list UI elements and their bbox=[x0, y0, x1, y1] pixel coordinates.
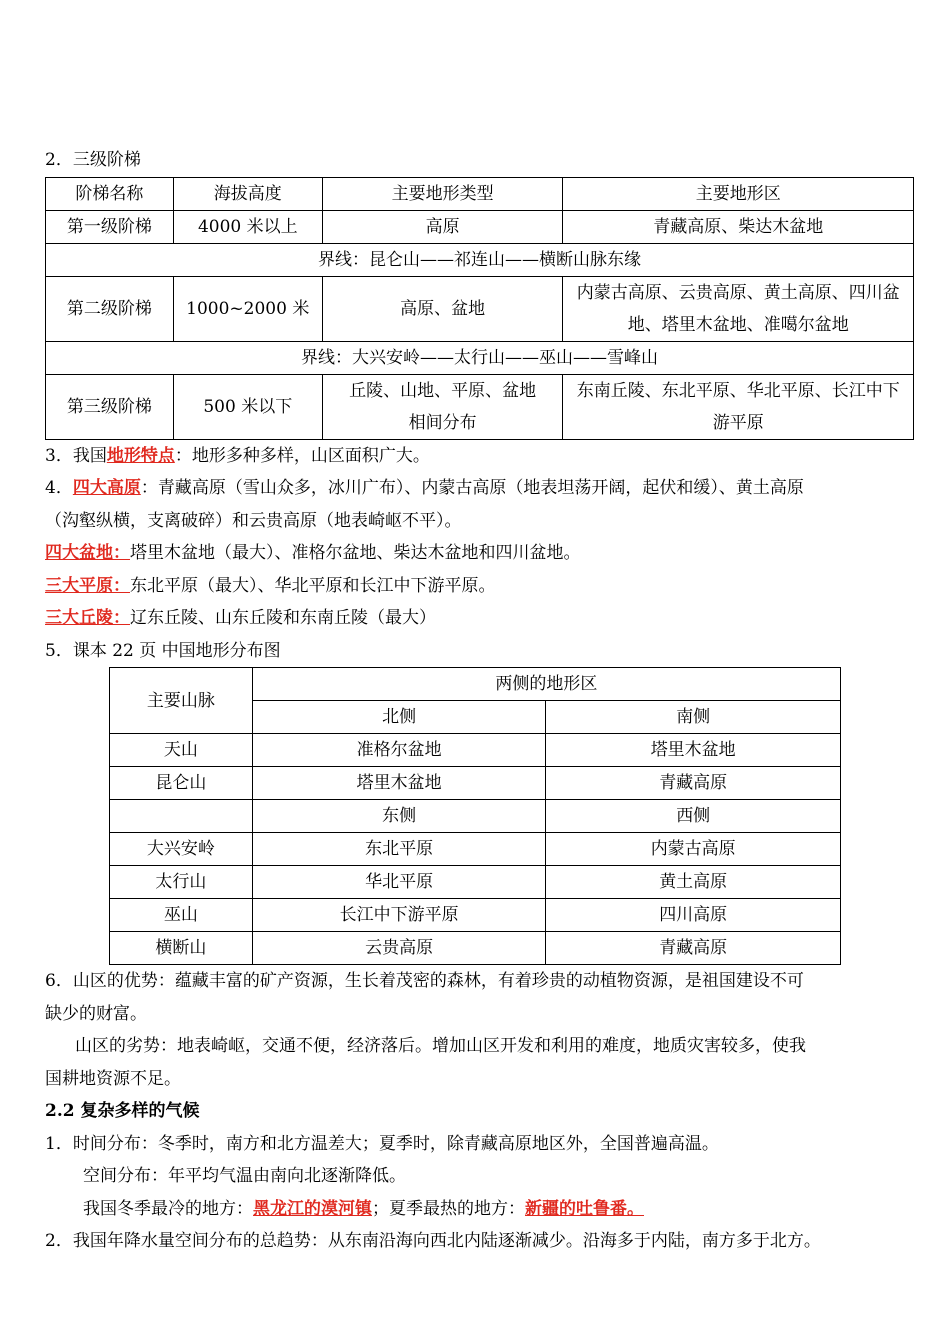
mountains-table bbox=[109, 667, 841, 965]
highlight-keyword: 新疆的吐鲁番。 bbox=[525, 1198, 644, 1219]
highlight-keyword: 黑龙江的漠河镇 bbox=[253, 1198, 372, 1219]
table-cell: 太行山 bbox=[110, 866, 253, 899]
header-cell: 主要地形类型 bbox=[322, 177, 563, 210]
table-cell: 昆仑山 bbox=[110, 767, 253, 800]
table-cell: 准格尔盆地 bbox=[252, 734, 546, 767]
table-cell: 青藏高原、柴达木盆地 bbox=[563, 210, 914, 243]
table-row bbox=[110, 800, 841, 833]
header-cell: 西侧 bbox=[546, 800, 841, 833]
table-row bbox=[110, 767, 841, 800]
table-row bbox=[110, 833, 841, 866]
table-cell: 第二级阶梯 bbox=[46, 276, 174, 341]
table-cell: 1000~2000 米 bbox=[173, 276, 322, 341]
table-header-row bbox=[46, 177, 914, 210]
boundary-row bbox=[46, 243, 914, 276]
section-heading-three-steps: 2．三级阶梯 bbox=[45, 150, 141, 170]
table-cell: 4000 米以上 bbox=[173, 210, 322, 243]
table-cell: 四川高原 bbox=[546, 899, 841, 932]
table-row bbox=[46, 210, 914, 243]
table-row bbox=[46, 276, 914, 341]
table-cell: 青藏高原 bbox=[546, 767, 841, 800]
table-cell bbox=[110, 800, 253, 833]
map-reference-line: 5．课本 22 页 中国地形分布图 bbox=[45, 640, 281, 661]
highlight-keyword: 四大高原 bbox=[72, 478, 141, 498]
table-row bbox=[46, 374, 914, 439]
table-cell: 第三级阶梯 bbox=[46, 374, 174, 439]
three-plains-paragraph: 三大平原：东北平原（最大）、华北平原和长江中下游平原。 bbox=[45, 575, 496, 596]
header-cell: 北侧 bbox=[252, 701, 546, 734]
three-steps-table bbox=[45, 177, 914, 440]
mountain-disadvantages-continued: 国耕地资源不足。 bbox=[45, 1068, 181, 1089]
table-cell: 云贵高原 bbox=[252, 932, 546, 965]
header-cell: 主要地形区 bbox=[563, 177, 914, 210]
mountain-disadvantages-line: 山区的劣势：地表崎岖，交通不便，经济落后。增加山区开发和利用的难度，地质灾害较多，使我 bbox=[75, 1036, 806, 1056]
table-cell: 塔里木盆地 bbox=[252, 767, 546, 800]
highlight-keyword: 四大盆地： bbox=[45, 543, 130, 563]
mountain-advantages-line: 6．山区的优势：蕴藏丰富的矿产资源，生长着茂密的森林，有着珍贵的动植物资源，是祖国建设不可 bbox=[45, 971, 804, 991]
three-hills-paragraph: 三大丘陵：辽东丘陵、山东丘陵和东南丘陵（最大） bbox=[45, 608, 436, 628]
table-cell: 横断山 bbox=[110, 932, 253, 965]
table-cell: 塔里木盆地 bbox=[546, 734, 841, 767]
header-cell: 东侧 bbox=[252, 800, 546, 833]
table-cell: 丘陵、山地、平原、盆地相间分布 bbox=[322, 374, 563, 439]
four-plateaus-paragraph: 4．四大高原：青藏高原（雪山众多，冰川广布）、内蒙古高原（地表坦荡开阔，起伏和缓）、黄土高原 bbox=[45, 478, 804, 498]
table-row bbox=[110, 734, 841, 767]
highlight-keyword: 地形特点 bbox=[106, 445, 175, 466]
table-cell: 内蒙古高原 bbox=[546, 833, 841, 866]
highlight-keyword: 三大丘陵： bbox=[45, 608, 130, 628]
table-cell: 高原 bbox=[322, 210, 563, 243]
extreme-temperature-places: 我国冬季最冷的地方：黑龙江的漠河镇；夏季最热的地方：新疆的吐鲁番。 bbox=[83, 1198, 644, 1219]
mountain-advantages-continued: 缺少的财富。 bbox=[45, 1003, 147, 1024]
table-row bbox=[110, 899, 841, 932]
precipitation-distribution: 2．我国年降水量空间分布的总趋势：从东南沿海向西北内陆逐渐减少。沿海多于内陆，南方多于北方。 bbox=[45, 1231, 821, 1251]
table-cell: 高原、盆地 bbox=[322, 276, 563, 341]
table-cell: 东南丘陵、东北平原、华北平原、长江中下游平原 bbox=[563, 374, 914, 439]
table-cell: 第一级阶梯 bbox=[46, 210, 174, 243]
table-row bbox=[110, 932, 841, 965]
table-cell: 巫山 bbox=[110, 899, 253, 932]
table-row bbox=[110, 866, 841, 899]
table-cell: 黄土高原 bbox=[546, 866, 841, 899]
highlight-keyword: 三大平原： bbox=[45, 575, 130, 596]
four-basins-paragraph: 四大盆地：塔里木盆地（最大）、准格尔盆地、柴达木盆地和四川盆地。 bbox=[45, 543, 581, 563]
four-plateaus-continued: （沟壑纵横，支离破碎）和云贵高原（地表崎岖不平）。 bbox=[45, 510, 462, 531]
table-cell: 长江中下游平原 bbox=[252, 899, 546, 932]
header-cell: 主要山脉 bbox=[110, 668, 253, 734]
terrain-feature-paragraph: 3．我国地形特点：地形多种多样，山区面积广大。 bbox=[45, 445, 430, 466]
header-cell: 两侧的地形区 bbox=[252, 668, 840, 701]
table-cell: 500 米以下 bbox=[173, 374, 322, 439]
boundary-row bbox=[46, 341, 914, 374]
table-cell: 东北平原 bbox=[252, 833, 546, 866]
table-cell: 大兴安岭 bbox=[110, 833, 253, 866]
temperature-space-distribution: 空间分布：年平均气温由南向北逐渐降低。 bbox=[83, 1166, 406, 1186]
document-page bbox=[45, 144, 915, 1258]
table-cell: 内蒙古高原、云贵高原、黄土高原、四川盆地、塔里木盆地、准噶尔盆地 bbox=[563, 276, 914, 341]
table-cell: 天山 bbox=[110, 734, 253, 767]
section-heading-climate: 2.2 复杂多样的气候 bbox=[45, 1101, 200, 1121]
table-cell: 青藏高原 bbox=[546, 932, 841, 965]
header-cell: 海拔高度 bbox=[173, 177, 322, 210]
header-cell: 南侧 bbox=[546, 701, 841, 734]
temperature-time-distribution: 1．时间分布：冬季时，南方和北方温差大；夏季时，除青藏高原地区外，全国普遍高温。 bbox=[45, 1133, 719, 1154]
boundary-cell: 界线：大兴安岭——太行山——巫山——雪峰山 bbox=[46, 341, 914, 374]
header-cell: 阶梯名称 bbox=[46, 177, 174, 210]
boundary-cell: 界线：昆仑山——祁连山——横断山脉东缘 bbox=[46, 243, 914, 276]
table-cell: 华北平原 bbox=[252, 866, 546, 899]
